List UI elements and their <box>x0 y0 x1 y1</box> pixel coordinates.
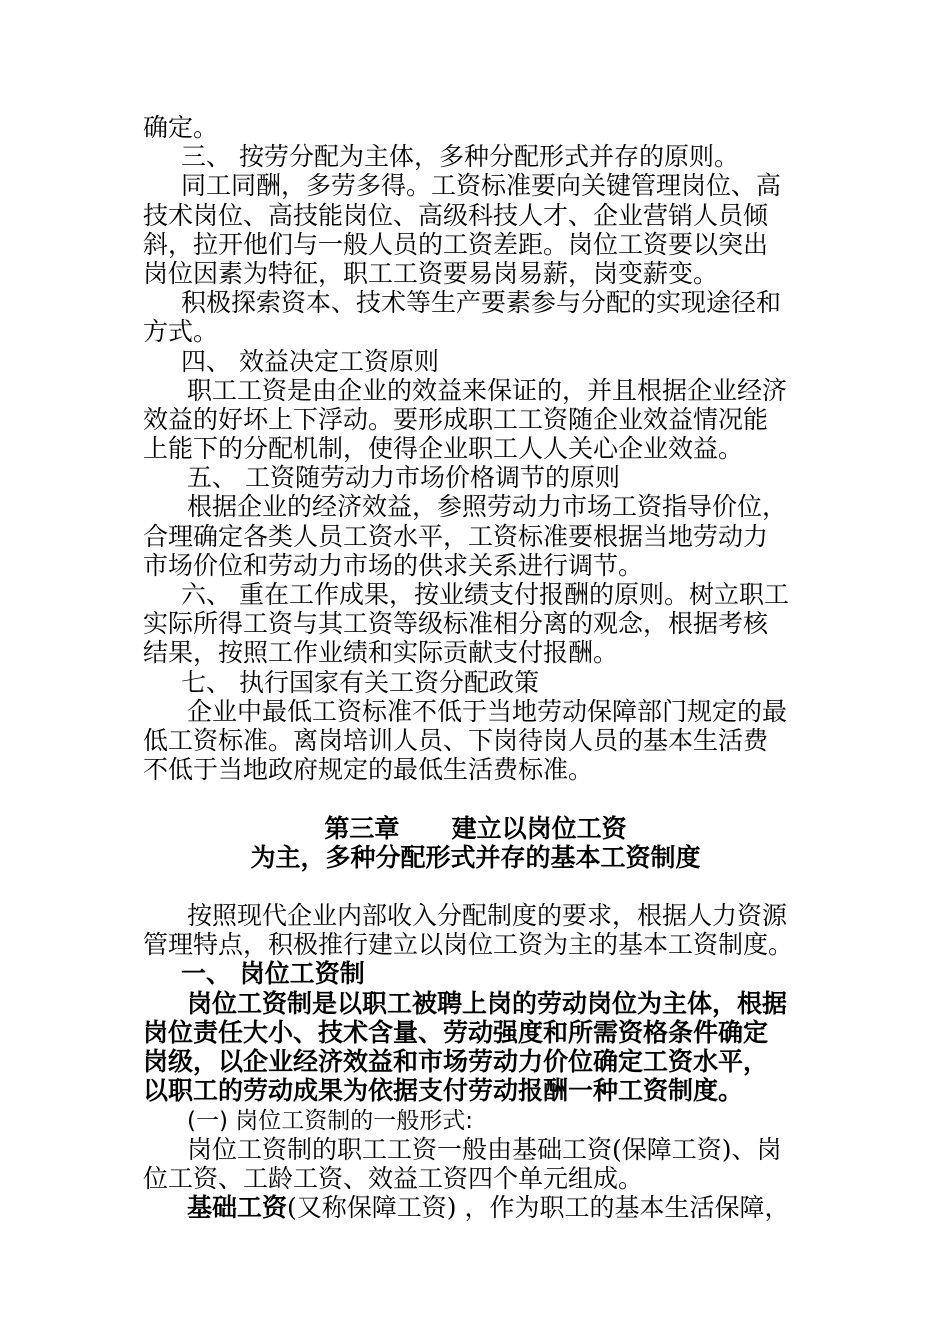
text-line: 按照现代企业内部收入分配制度的要求，根据人力资源 <box>187 901 788 931</box>
text-line: 结果，按照工作业绩和实际贡献支付报酬。 <box>143 638 619 668</box>
bold-text-line: 岗级，以企业经济效益和市场劳动力价位确定工资水平， <box>143 1047 769 1076</box>
text-line: 低工资标准。离岗培训人员、下岗待岗人员的基本生活费 <box>143 725 769 755</box>
subsection-heading <box>143 1105 808 1134</box>
text-line: 企业中最低工资标准不低于当地劳动保障部门规定的最 <box>187 696 788 726</box>
text-line: 确定。 <box>143 113 219 142</box>
text-line: 积极探索资本、技术等生产要素参与分配的实现途径和 <box>181 288 782 318</box>
document-page <box>143 113 808 1222</box>
principle-heading-6: 六、 重在工作成果，按业绩支付报酬的原则。树立职工 <box>181 580 789 609</box>
text-line: 合理确定各类人员工资水平，工资标准要根据当地劳动力 <box>143 521 769 551</box>
text-line: 同工同酬，多劳多得。工资标准要向关键管理岗位、高 <box>181 171 782 201</box>
section-heading: 一、 岗位工资制 <box>181 959 365 989</box>
chapter-title-line-1: 第三章 建立以岗位工资 <box>324 813 627 843</box>
text-line: 职工工资是由企业的效益来保证的，并且根据企业经济 <box>187 375 788 405</box>
principle-heading-5: 五、 工资随劳动力市场价格调节的原则 <box>187 463 620 493</box>
text-line: 管理特点，积极推行建立以岗位工资为主的基本工资制度。 <box>143 930 794 960</box>
text-line: 根据企业的经济效益，参照劳动力市场工资指导价位， <box>187 492 788 522</box>
subsection-heading-text: (一) 岗位工资制的一般形式: <box>187 1108 474 1135</box>
term-description: (又称保障工资) ，作为职工的基本生活保障， <box>287 1192 790 1222</box>
text-line: 实际所得工资与其工资等级标准相分离的观念，根据考核 <box>143 609 769 639</box>
text-line: 市场价位和劳动力市场的供求关系进行调节。 <box>143 550 644 580</box>
bold-text-line: 以职工的劳动成果为依据支付劳动报酬一种工资制度。 <box>143 1076 744 1106</box>
chapter-title-line-2: 为主，多种分配形式并存的基本工资制度 <box>250 842 701 872</box>
text-line: 技术岗位、高技能岗位、高级科技人才、企业营销人员倾 <box>143 200 769 230</box>
text-line: 位工资、工龄工资、效益工资四个单元组成。 <box>143 1163 644 1193</box>
spacer <box>143 784 808 813</box>
bold-text-line: 岗位工资制是以职工被聘上岗的劳动岗位为主体，根据 <box>187 988 788 1018</box>
bold-text-line: 岗位责任大小、技术含量、劳动强度和所需资格条件确定 <box>143 1017 769 1047</box>
text-line: 岗位因素为特征，职工工资要易岗易薪，岗变薪变。 <box>143 258 719 288</box>
principle-heading-3: 三、 按劳分配为主体，多种分配形式并存的原则。 <box>181 142 739 172</box>
principle-heading-7: 七、 执行国家有关工资分配政策 <box>181 667 539 697</box>
text-line: 上能下的分配机制，使得企业职工人人关心企业效益。 <box>143 434 744 464</box>
text-line: 岗位工资制的职工工资一般由基础工资(保障工资)、岗 <box>187 1134 782 1164</box>
text-line <box>143 1193 808 1222</box>
text-line: 方式。 <box>143 317 219 347</box>
spacer <box>143 872 808 901</box>
text-line: 斜，拉开他们与一般人员的工资差距。岗位工资要以突出 <box>143 229 769 259</box>
text-line: 不低于当地政府规定的最低生活费标准。 <box>143 755 594 785</box>
text-line: 效益的好坏上下浮动。要形成职工工资随企业效益情况能 <box>143 404 769 434</box>
term-label: 基础工资 <box>187 1192 288 1222</box>
principle-heading-4: 四、 效益决定工资原则 <box>181 346 439 376</box>
